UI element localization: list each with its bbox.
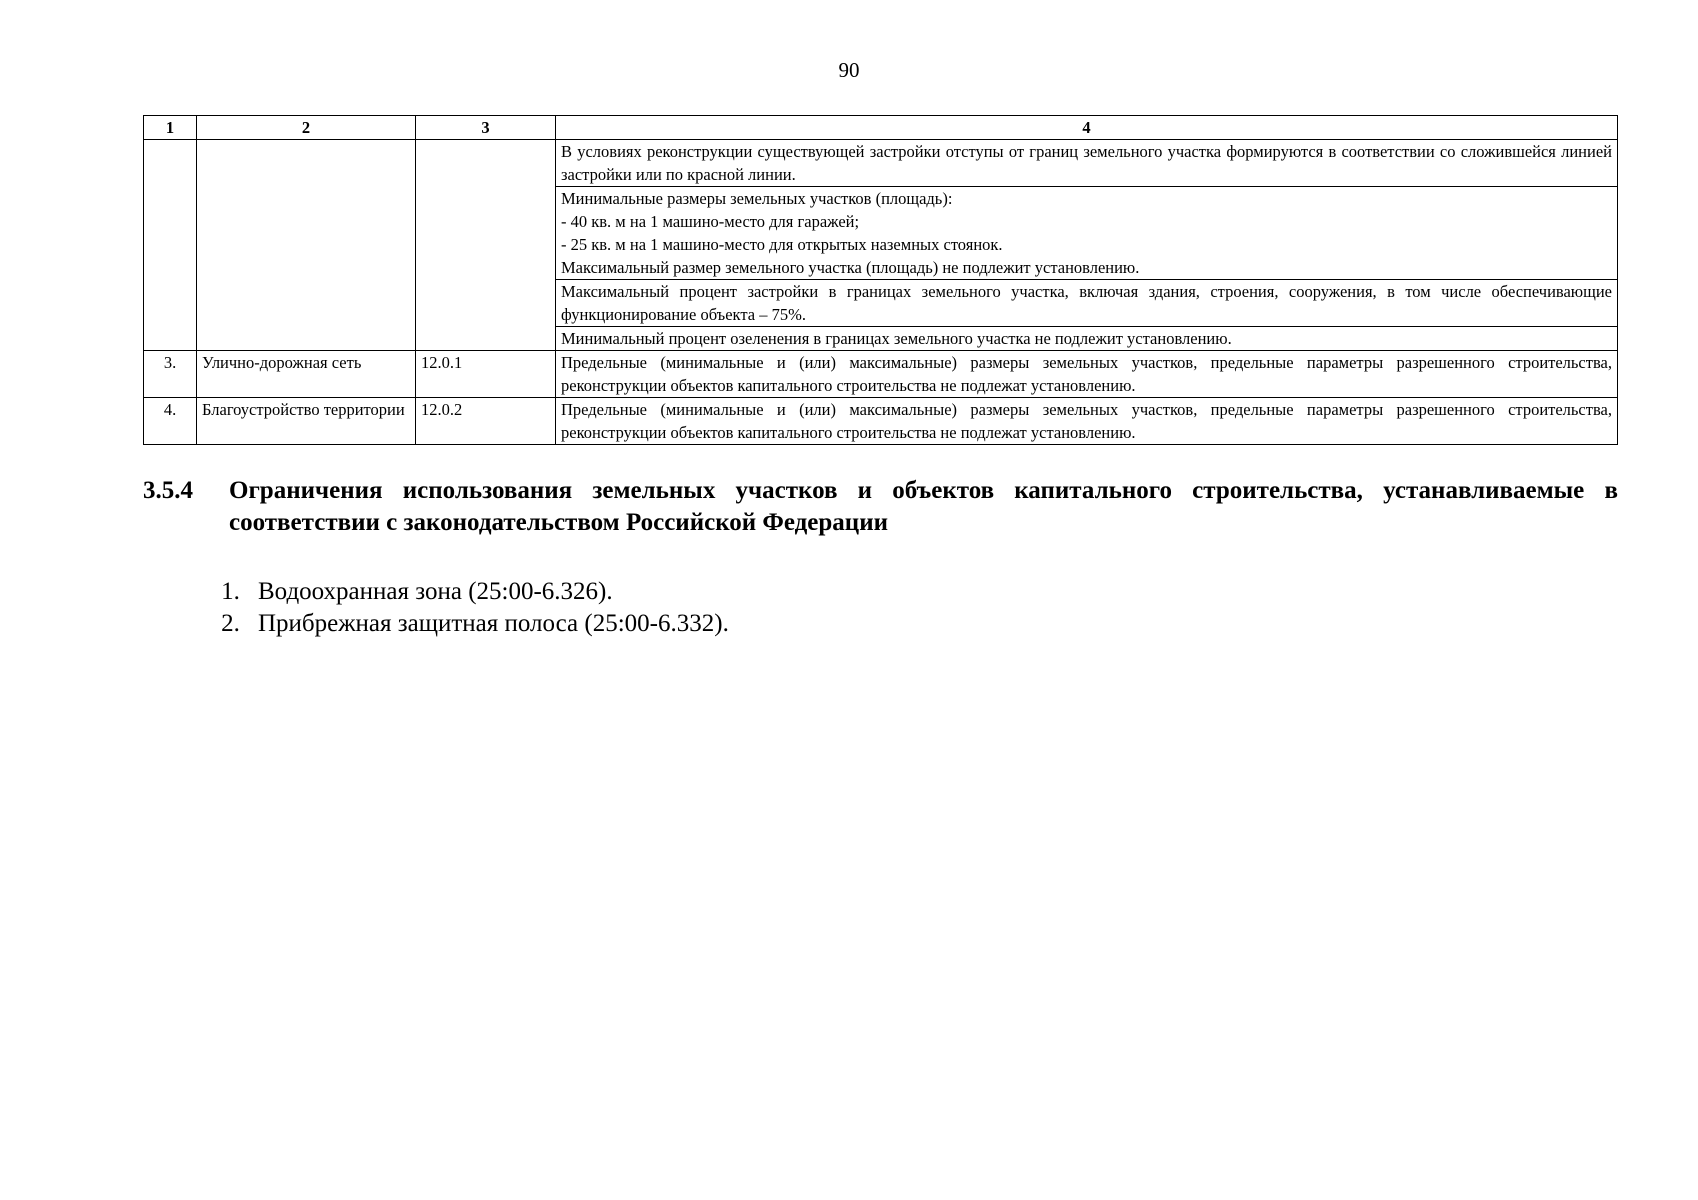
empty-name-cell (197, 140, 416, 351)
row-name-cell: Улично-дорожная сеть (197, 351, 416, 398)
building-percent-text-cell (556, 280, 1618, 327)
header-cell-3: 3 (416, 116, 556, 140)
empty-number-cell (144, 140, 197, 351)
setback-text-cell (556, 140, 1618, 187)
section-title: Ограничения использования земельных участков и объектов капитального строительства, устанавливаемые в соответствии с законодательством Российской Федерации (229, 477, 1618, 536)
table-header-row (144, 116, 1618, 140)
table-row (144, 398, 1618, 445)
row-code-cell: 12.0.2 (416, 398, 556, 445)
row-text-cell: Предельные (минимальные и (или) максимальные) размеры земельных участков, предельные параметры разрешенного строительства, реконструкции объектов капитального строительства не подлежат установлению. (556, 398, 1618, 445)
list-item (203, 608, 729, 640)
table-row-continued (144, 140, 1618, 187)
setback-text: В условиях реконструкции существующей застройки отступы от границ земельного участка формируются в соответствии со сложившейся линией застройки или по красной линии. (561, 142, 1612, 184)
plot-size-line: Минимальные размеры земельных участков (площадь): (561, 189, 953, 208)
list-item-text: Водоохранная зона (25:00-6.326). (258, 578, 613, 605)
plot-size-text-cell (556, 187, 1618, 280)
plot-size-line: - 25 кв. м на 1 машино-место для открытых наземных стоянок. (561, 235, 1003, 254)
empty-code-cell (416, 140, 556, 351)
parameters-table (143, 115, 1618, 445)
plot-size-line: - 40 кв. м на 1 машино-место для гаражей; (561, 212, 860, 231)
restrictions-list (203, 576, 729, 640)
row-code-cell: 12.0.1 (416, 351, 556, 398)
greening-percent-text: Минимальный процент озеленения в границах земельного участка не подлежит установлению. (561, 329, 1232, 348)
page-number: 90 (838, 58, 860, 82)
table-row (144, 351, 1618, 398)
list-item-number: 1. (221, 578, 240, 605)
plot-size-line: Максимальный размер земельного участка (площадь) не подлежит установлению. (561, 258, 1140, 277)
row-name-cell: Благоустройство территории (197, 398, 416, 445)
header-cell-1: 1 (144, 116, 197, 140)
section-heading (143, 475, 1618, 539)
section-number: 3.5.4 (143, 477, 193, 504)
list-item (203, 576, 729, 608)
list-item-text: Прибрежная защитная полоса (25:00-6.332). (258, 610, 729, 637)
row-text-cell: Предельные (минимальные и (или) максимальные) размеры земельных участков, предельные параметры разрешенного строительства, реконструкции объектов капитального строительства не подлежат установлению. (556, 351, 1618, 398)
building-percent-text: Максимальный процент застройки в границах земельного участка, включая здания, строения, сооружения, в том числе обеспечивающие функционирование объекта – 75%. (561, 282, 1612, 324)
row-number-cell: 4. (144, 398, 197, 445)
header-cell-4: 4 (556, 116, 1618, 140)
row-number-cell: 3. (144, 351, 197, 398)
greening-percent-text-cell (556, 327, 1618, 351)
header-cell-2: 2 (197, 116, 416, 140)
list-item-number: 2. (221, 610, 240, 637)
